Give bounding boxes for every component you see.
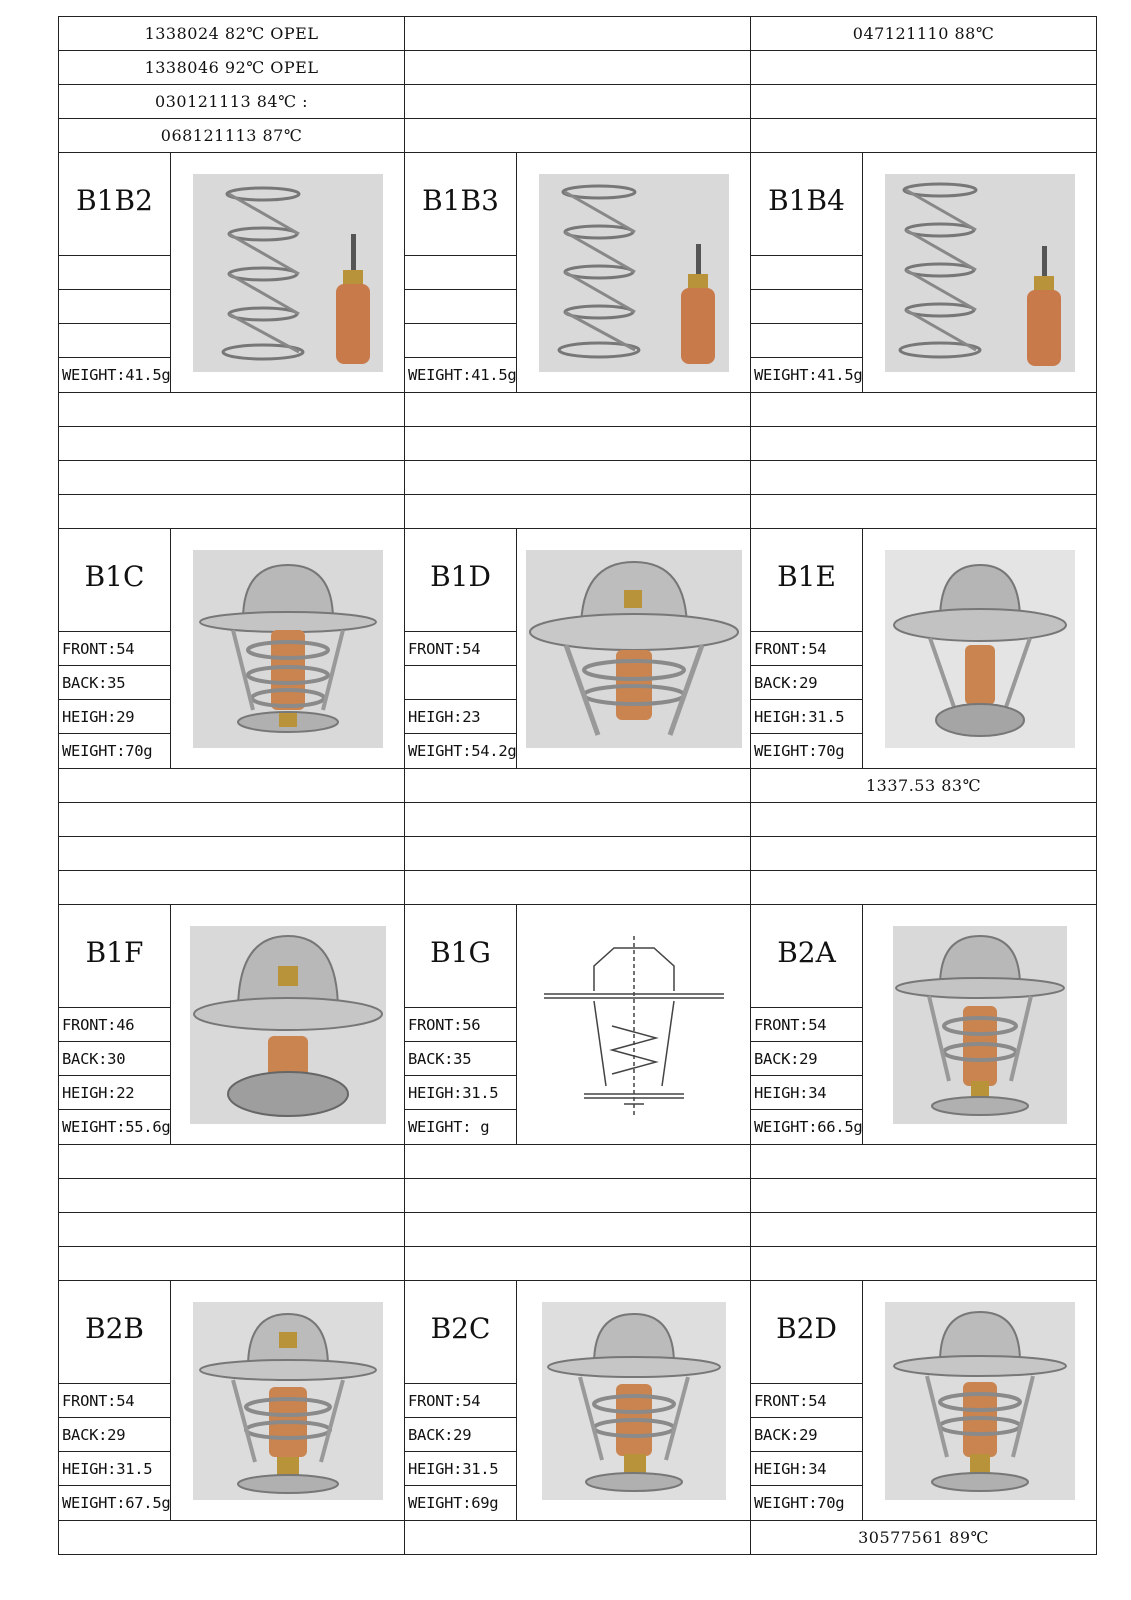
product-code: B1F [59,905,170,1008]
spec-weight: WEIGHT:41.5g [62,366,170,384]
spec-weight: WEIGHT:70g [754,1494,845,1512]
spec-weight: WEIGHT:69g [408,1494,499,1512]
spec-weight: WEIGHT:67.5g [62,1494,170,1512]
spec-back: BACK:29 [751,666,862,700]
spec-back [405,290,516,324]
product-code: B1B4 [751,153,862,256]
spring-and-wax-element-photo [539,174,729,372]
spec-back: BACK:35 [405,1042,516,1076]
product-catalog-sheet [58,16,1096,1554]
note-cell [404,836,751,871]
note-cell [58,802,405,837]
product-row [58,528,1096,768]
spec-front [59,256,170,290]
note-cell [404,1144,751,1179]
thermostat-photo [893,926,1067,1124]
spec-back [59,290,170,324]
note-cell [750,836,1097,871]
spec-weight: WEIGHT:41.5g [408,366,516,384]
product-code: B2D [751,1281,862,1384]
oem-cell [750,118,1097,153]
note-rows [58,1144,1096,1280]
product-code: B2A [751,905,862,1008]
spec-weight: WEIGHT: g [408,1118,490,1136]
note-cell [404,1212,751,1247]
product-code: B1C [59,529,170,632]
spec-front [751,256,862,290]
thermostat-photo [526,550,742,748]
spec-front: FRONT:54 [751,1008,862,1042]
product-block [58,1280,405,1521]
product-block [404,1280,751,1521]
product-row [58,1280,1096,1520]
oem-cell: 1338046 92℃ OPEL [58,50,405,85]
spring-and-wax-element-photo [193,174,383,372]
oem-cell: 068121113 87℃ [58,118,405,153]
product-code: B1E [751,529,862,632]
thermostat-photo [885,550,1075,748]
note-cell [58,426,405,461]
spec-height [751,324,862,358]
spec-front: FRONT:54 [405,632,516,666]
spec-back: BACK:29 [751,1418,862,1452]
note-cell [404,460,751,495]
note-cell [404,1178,751,1213]
product-block [404,528,751,769]
spec-front: FRONT:54 [405,1384,516,1418]
spec-back: BACK:29 [751,1042,862,1076]
product-block [750,1280,1097,1521]
spec-weight: WEIGHT:70g [754,742,845,760]
oem-cell [750,84,1097,119]
spec-weight: WEIGHT:55.6g [62,1118,170,1136]
spec-back: BACK:29 [405,1418,516,1452]
spec-height: HEIGH:34 [751,1452,862,1486]
spec-front: FRONT:54 [59,1384,170,1418]
spec-weight: WEIGHT:70g [62,742,153,760]
spec-front: FRONT:54 [751,1384,862,1418]
note-cell [58,1178,405,1213]
oem-cell [404,50,751,85]
product-block [404,904,751,1145]
spec-height: HEIGH:31.5 [405,1076,516,1110]
spec-height: HEIGH:31.5 [751,700,862,734]
note-cell [750,494,1097,529]
note-cell [58,460,405,495]
note-cell [404,494,751,529]
product-block [750,152,1097,393]
thermostat-photo [190,926,386,1124]
spec-front: FRONT:46 [59,1008,170,1042]
product-block [58,904,405,1145]
oem-cell: 1338024 82℃ OPEL [58,16,405,51]
spec-height: HEIGH:29 [59,700,170,734]
note-cell [58,1144,405,1179]
oem-cell [404,118,751,153]
spec-height: HEIGH:31.5 [59,1452,170,1486]
spec-back: BACK:30 [59,1042,170,1076]
note-cell [404,392,751,427]
product-code: B1B3 [405,153,516,256]
spec-front: FRONT:54 [59,632,170,666]
note-rows [58,392,1096,528]
spring-and-wax-element-photo [885,174,1075,372]
note-cell [750,1246,1097,1281]
note-cell: 30577561 89℃ [750,1520,1097,1555]
spec-front: FRONT:54 [751,632,862,666]
note-cell: 1337.53 83℃ [750,768,1097,803]
product-block [58,528,405,769]
spec-height [59,324,170,358]
spec-back: BACK:29 [59,1418,170,1452]
product-row [58,904,1096,1144]
note-cell [404,802,751,837]
spec-weight: WEIGHT:66.5g [754,1118,862,1136]
product-block [404,152,751,393]
note-cell [750,1178,1097,1213]
thermostat-photo [193,550,383,748]
note-cell [404,1246,751,1281]
product-code: B1D [405,529,516,632]
spec-front: FRONT:56 [405,1008,516,1042]
spec-back [751,290,862,324]
thermostat-photo [193,1302,383,1500]
product-block [750,904,1097,1145]
thermostat-photo [885,1302,1075,1500]
spec-back [405,666,516,700]
note-cell [58,836,405,871]
note-cell [58,1520,405,1555]
top-rows [58,16,1096,152]
note-cell [750,426,1097,461]
spec-height: HEIGH:34 [751,1076,862,1110]
note-cell [750,1144,1097,1179]
spec-height [405,324,516,358]
spec-back: BACK:35 [59,666,170,700]
product-block [750,528,1097,769]
note-cell [750,460,1097,495]
note-cell [58,1246,405,1281]
spec-weight: WEIGHT:54.2g [408,742,516,760]
note-cell [404,1520,751,1555]
note-cell [58,768,405,803]
product-row [58,152,1096,392]
note-rows [58,1520,1096,1554]
spec-height: HEIGH:31.5 [405,1452,516,1486]
note-cell [58,1212,405,1247]
note-cell [404,426,751,461]
spec-front [405,256,516,290]
oem-cell [750,50,1097,85]
note-cell [58,392,405,427]
note-cell [404,870,751,905]
oem-cell [404,16,751,51]
oem-cell: 030121113 84℃ : [58,84,405,119]
thermostat-line-drawing [524,926,744,1124]
spec-height: HEIGH:22 [59,1076,170,1110]
note-cell [58,494,405,529]
thermostat-photo [542,1302,726,1500]
note-cell [750,870,1097,905]
note-cell [404,768,751,803]
product-code: B2B [59,1281,170,1384]
oem-cell [404,84,751,119]
note-cell [750,1212,1097,1247]
product-code: B2C [405,1281,516,1384]
note-cell [58,870,405,905]
product-block [58,152,405,393]
note-cell [750,392,1097,427]
note-rows [58,768,1096,904]
spec-height: HEIGH:23 [405,700,516,734]
oem-cell: 047121110 88℃ [750,16,1097,51]
product-code: B1B2 [59,153,170,256]
spec-weight: WEIGHT:41.5g [754,366,862,384]
product-code: B1G [405,905,516,1008]
note-cell [750,802,1097,837]
